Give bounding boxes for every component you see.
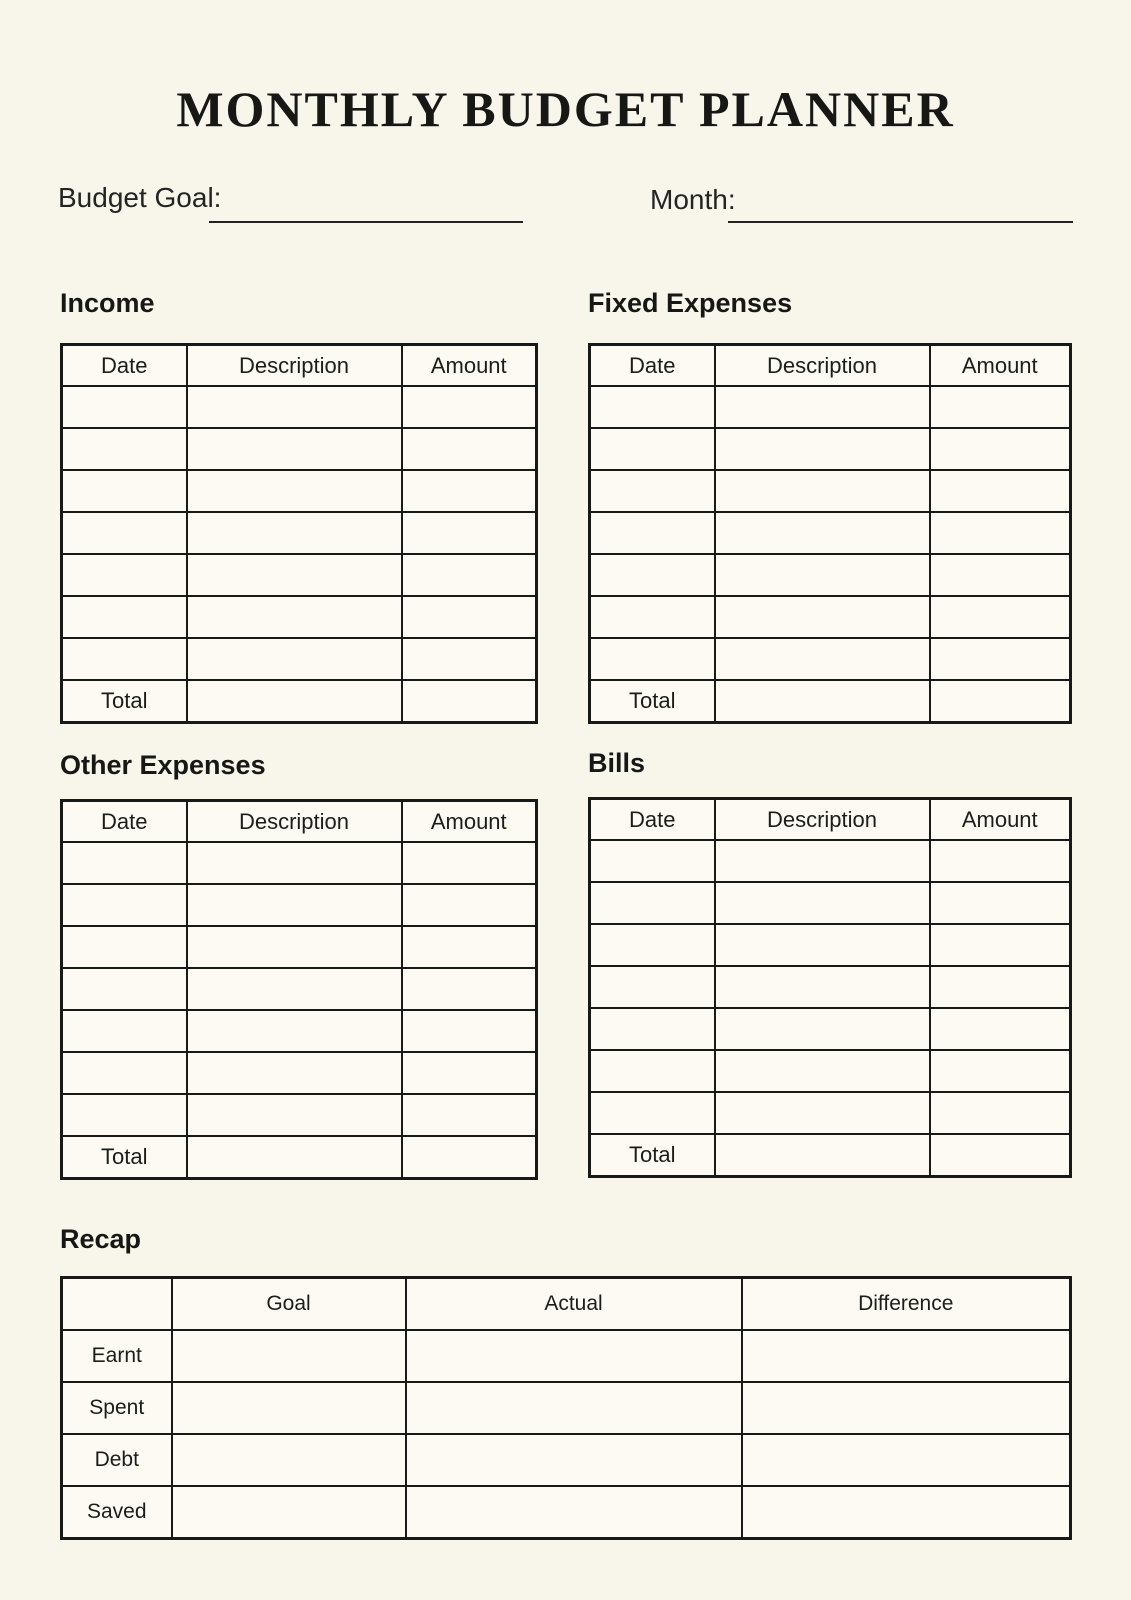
- table-header-row: [590, 345, 1071, 387]
- table-row: [62, 1434, 1071, 1486]
- empty-cell[interactable]: [62, 638, 187, 680]
- empty-cell[interactable]: [172, 1434, 406, 1486]
- empty-cell[interactable]: [715, 596, 930, 638]
- empty-cell[interactable]: [930, 840, 1071, 882]
- empty-cell[interactable]: [187, 428, 402, 470]
- empty-cell[interactable]: [930, 428, 1071, 470]
- column-header: Date: [590, 799, 715, 841]
- table-row: [590, 840, 1071, 882]
- empty-cell[interactable]: [402, 926, 537, 968]
- empty-cell[interactable]: [930, 882, 1071, 924]
- empty-cell[interactable]: [402, 680, 537, 723]
- empty-cell[interactable]: [715, 1092, 930, 1134]
- column-header: Date: [62, 801, 187, 843]
- total-row: [62, 1136, 537, 1179]
- total-label-cell: Total: [62, 680, 187, 723]
- empty-cell[interactable]: [590, 1008, 715, 1050]
- total-label-cell: Total: [590, 1134, 715, 1177]
- empty-cell[interactable]: [62, 1052, 187, 1094]
- empty-cell[interactable]: [62, 428, 187, 470]
- empty-cell[interactable]: [62, 926, 187, 968]
- empty-cell[interactable]: [402, 968, 537, 1010]
- empty-cell[interactable]: [187, 596, 402, 638]
- empty-cell[interactable]: [62, 554, 187, 596]
- empty-cell[interactable]: [930, 1134, 1071, 1177]
- empty-cell[interactable]: [742, 1382, 1071, 1434]
- table-row: [590, 554, 1071, 596]
- empty-cell[interactable]: [715, 1050, 930, 1092]
- column-header: Description: [715, 345, 930, 387]
- empty-cell[interactable]: [402, 512, 537, 554]
- empty-cell[interactable]: [62, 470, 187, 512]
- other-expenses-table: [60, 799, 538, 1180]
- empty-cell[interactable]: [187, 1010, 402, 1052]
- row-label-cell: Spent: [62, 1382, 172, 1434]
- total-row: [590, 1134, 1071, 1177]
- empty-cell[interactable]: [406, 1434, 742, 1486]
- column-header: Description: [187, 345, 402, 387]
- empty-cell[interactable]: [187, 1094, 402, 1136]
- budget-goal-input-line[interactable]: [209, 221, 523, 223]
- empty-cell[interactable]: [930, 512, 1071, 554]
- month-input-line[interactable]: [728, 221, 1073, 223]
- table-header-row: [62, 1278, 1071, 1331]
- empty-cell[interactable]: [402, 638, 537, 680]
- table-row: [590, 638, 1071, 680]
- section-title-bills: Bills: [588, 748, 646, 778]
- empty-cell[interactable]: [62, 512, 187, 554]
- empty-cell[interactable]: [590, 924, 715, 966]
- empty-cell[interactable]: [187, 680, 402, 723]
- empty-cell[interactable]: [715, 386, 930, 428]
- empty-cell[interactable]: [187, 470, 402, 512]
- table-row: [62, 842, 537, 884]
- column-header: Date: [62, 345, 187, 387]
- empty-cell[interactable]: [402, 842, 537, 884]
- table-row: [62, 1382, 1071, 1434]
- empty-cell[interactable]: [187, 638, 402, 680]
- empty-cell[interactable]: [715, 882, 930, 924]
- empty-cell[interactable]: [172, 1330, 406, 1382]
- empty-cell[interactable]: [406, 1330, 742, 1382]
- empty-cell[interactable]: [187, 512, 402, 554]
- empty-cell[interactable]: [590, 554, 715, 596]
- income-table: [60, 343, 538, 724]
- page-title: MONTHLY BUDGET PLANNER: [176, 81, 955, 137]
- table-row: [62, 638, 537, 680]
- empty-cell[interactable]: [62, 884, 187, 926]
- empty-cell[interactable]: [590, 386, 715, 428]
- empty-cell[interactable]: [715, 428, 930, 470]
- total-row: [62, 680, 537, 723]
- empty-cell[interactable]: [187, 926, 402, 968]
- empty-cell[interactable]: [402, 1010, 537, 1052]
- empty-cell[interactable]: [406, 1486, 742, 1539]
- table-row: [62, 1330, 1071, 1382]
- table-row: [590, 966, 1071, 1008]
- empty-cell[interactable]: [187, 884, 402, 926]
- empty-cell[interactable]: [930, 470, 1071, 512]
- section-title-fixed-expenses: Fixed Expenses: [588, 288, 793, 318]
- empty-cell[interactable]: [187, 386, 402, 428]
- bills-table: [588, 797, 1072, 1178]
- table-row: [62, 554, 537, 596]
- empty-cell[interactable]: [172, 1486, 406, 1539]
- table-row: [62, 1094, 537, 1136]
- table-row: [62, 386, 537, 428]
- empty-cell[interactable]: [715, 966, 930, 1008]
- column-header: Actual: [406, 1278, 742, 1331]
- empty-cell[interactable]: [62, 386, 187, 428]
- table-row: [590, 1092, 1071, 1134]
- table-row: [590, 470, 1071, 512]
- total-label-cell: Total: [590, 680, 715, 723]
- empty-cell[interactable]: [402, 470, 537, 512]
- empty-cell[interactable]: [62, 842, 187, 884]
- column-header: Amount: [930, 799, 1071, 841]
- empty-cell[interactable]: [402, 1136, 537, 1179]
- column-header: Difference: [742, 1278, 1071, 1331]
- empty-cell[interactable]: [590, 882, 715, 924]
- empty-cell[interactable]: [187, 968, 402, 1010]
- section-title-recap: Recap: [60, 1224, 142, 1254]
- empty-cell[interactable]: [402, 1094, 537, 1136]
- column-header: Amount: [930, 345, 1071, 387]
- empty-cell[interactable]: [402, 386, 537, 428]
- empty-cell[interactable]: [930, 596, 1071, 638]
- empty-cell[interactable]: [187, 1052, 402, 1094]
- empty-cell[interactable]: [590, 638, 715, 680]
- table-row: [590, 1050, 1071, 1092]
- column-header: Amount: [402, 801, 537, 843]
- empty-cell[interactable]: [590, 1050, 715, 1092]
- table-row: [590, 386, 1071, 428]
- empty-cell[interactable]: [715, 1134, 930, 1177]
- empty-cell[interactable]: [930, 1008, 1071, 1050]
- empty-cell[interactable]: [715, 1008, 930, 1050]
- row-label-cell: Saved: [62, 1486, 172, 1539]
- empty-cell[interactable]: [187, 1136, 402, 1179]
- table-row: [62, 470, 537, 512]
- section-title-other-expenses: Other Expenses: [60, 750, 266, 780]
- empty-cell[interactable]: [187, 554, 402, 596]
- table-row: [62, 512, 537, 554]
- empty-cell[interactable]: [715, 840, 930, 882]
- empty-cell[interactable]: [742, 1434, 1071, 1486]
- row-label-cell: Debt: [62, 1434, 172, 1486]
- table-row: [62, 428, 537, 470]
- empty-cell[interactable]: [590, 512, 715, 554]
- empty-cell[interactable]: [742, 1486, 1071, 1539]
- table-row: [590, 428, 1071, 470]
- table-header-row: [590, 799, 1071, 841]
- table-row: [590, 512, 1071, 554]
- table-row: [62, 926, 537, 968]
- table-row: [590, 882, 1071, 924]
- table-header-row: [62, 801, 537, 843]
- empty-cell[interactable]: [406, 1382, 742, 1434]
- fixed-expenses-table: [588, 343, 1072, 724]
- total-label-cell: Total: [62, 1136, 187, 1179]
- empty-cell[interactable]: [715, 638, 930, 680]
- column-header: [62, 1278, 172, 1331]
- empty-cell[interactable]: [715, 470, 930, 512]
- table-row: [62, 1486, 1071, 1539]
- column-header: Date: [590, 345, 715, 387]
- empty-cell[interactable]: [930, 924, 1071, 966]
- table-row: [62, 596, 537, 638]
- table-row: [62, 1052, 537, 1094]
- empty-cell[interactable]: [62, 1094, 187, 1136]
- empty-cell[interactable]: [930, 966, 1071, 1008]
- empty-cell[interactable]: [187, 842, 402, 884]
- empty-cell[interactable]: [172, 1382, 406, 1434]
- empty-cell[interactable]: [590, 470, 715, 512]
- column-header: Amount: [402, 345, 537, 387]
- month-label: Month:: [650, 184, 736, 215]
- empty-cell[interactable]: [930, 680, 1071, 723]
- empty-cell[interactable]: [402, 884, 537, 926]
- empty-cell[interactable]: [715, 680, 930, 723]
- recap-table: [60, 1276, 1072, 1540]
- empty-cell[interactable]: [715, 924, 930, 966]
- empty-cell[interactable]: [930, 386, 1071, 428]
- column-header: Goal: [172, 1278, 406, 1331]
- table-header-row: [62, 345, 537, 387]
- empty-cell[interactable]: [715, 554, 930, 596]
- empty-cell[interactable]: [930, 1092, 1071, 1134]
- table-row: [62, 968, 537, 1010]
- empty-cell[interactable]: [590, 840, 715, 882]
- table-row: [590, 1008, 1071, 1050]
- empty-cell[interactable]: [590, 1092, 715, 1134]
- table-row: [590, 924, 1071, 966]
- table-row: [590, 596, 1071, 638]
- empty-cell[interactable]: [402, 596, 537, 638]
- column-header: Description: [715, 799, 930, 841]
- empty-cell[interactable]: [590, 428, 715, 470]
- empty-cell[interactable]: [590, 966, 715, 1008]
- empty-cell[interactable]: [62, 968, 187, 1010]
- empty-cell[interactable]: [62, 1010, 187, 1052]
- empty-cell[interactable]: [930, 554, 1071, 596]
- section-title-income: Income: [60, 288, 155, 318]
- column-header: Description: [187, 801, 402, 843]
- empty-cell[interactable]: [590, 596, 715, 638]
- empty-cell[interactable]: [930, 1050, 1071, 1092]
- budget-goal-label: Budget Goal:: [58, 182, 222, 213]
- empty-cell[interactable]: [402, 1052, 537, 1094]
- empty-cell[interactable]: [62, 596, 187, 638]
- empty-cell[interactable]: [402, 554, 537, 596]
- total-row: [590, 680, 1071, 723]
- empty-cell[interactable]: [930, 638, 1071, 680]
- empty-cell[interactable]: [715, 512, 930, 554]
- table-row: [62, 1010, 537, 1052]
- empty-cell[interactable]: [402, 428, 537, 470]
- empty-cell[interactable]: [742, 1330, 1071, 1382]
- table-row: [62, 884, 537, 926]
- row-label-cell: Earnt: [62, 1330, 172, 1382]
